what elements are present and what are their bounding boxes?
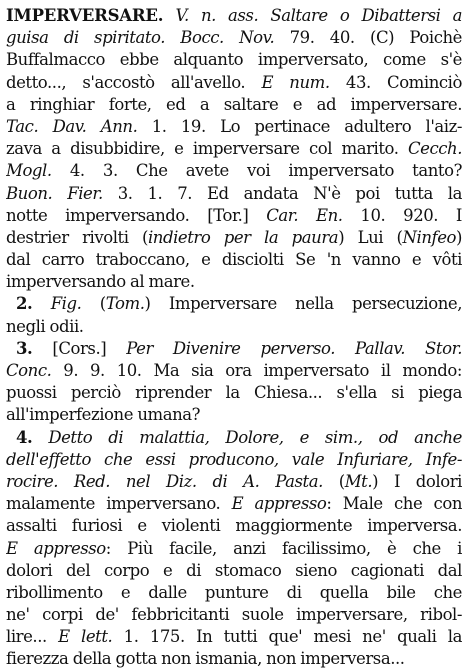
italic-segment: Mogl. — [6, 161, 52, 181]
text-segment: ) Imperversare nella persecuzione, — [144, 294, 462, 314]
text-segment: notte imperversando. [Tor.] — [6, 205, 267, 225]
entry-line — [6, 382, 462, 404]
italic-segment: dell'effetto che essi producono, vale Infuriare, Infe- — [6, 449, 462, 469]
sense-number: 4. — [16, 427, 33, 447]
sense-number: 3. — [16, 338, 33, 358]
text-segment: 79. 40. (C) Poichè — [274, 28, 462, 48]
text-segment: 4. 3. Che avete voi imperversato tanto? — [51, 161, 462, 181]
text-segment: puossi perciò riprender la Chiesa... s'ella si piega — [6, 383, 462, 403]
entry-line — [6, 5, 462, 27]
italic-segment: E appresso — [231, 494, 327, 514]
italic-segment: E lett. — [58, 627, 113, 647]
sense-number: 2. — [16, 294, 33, 314]
italic-segment: Mt. — [344, 471, 373, 491]
text-segment: all'imperfezione umana? — [6, 405, 201, 425]
text-segment: Buffalmacco ebbe alquanto imperversato, come s'è — [6, 50, 462, 70]
entry-line — [6, 94, 462, 116]
text-segment: fierezza della gotta non ismania, non imperversa... — [6, 649, 405, 669]
italic-segment: E num. — [261, 72, 330, 92]
text-segment: destrier rivolti ( — [6, 227, 148, 247]
italic-segment: V. n. ass. Saltare o Dibattersi a — [163, 6, 462, 25]
text-segment: [Cors.] — [32, 338, 127, 358]
entry-line — [6, 338, 462, 360]
italic-segment: Tac. Dav. Ann. — [6, 116, 138, 136]
text-segment: malamente imperversano. — [6, 494, 232, 514]
text-segment: 1. 19. Lo pertinace adultero l'aiz- — [137, 116, 462, 136]
entry-line — [6, 427, 462, 449]
text-segment: zava a disubbidire, e imperversare col marito. — [6, 139, 408, 159]
italic-segment: indietro per la paura — [147, 227, 339, 247]
italic-segment: Cecch. — [407, 139, 462, 159]
italic-segment: Tom. — [105, 294, 145, 314]
entry-line — [6, 316, 462, 338]
italic-segment: Fig. — [50, 294, 82, 314]
entry-line — [6, 271, 462, 293]
text-segment: ne' corpi de' febbricitanti suole imperversare, ribol- — [6, 605, 462, 625]
entry-line — [6, 626, 462, 648]
text-segment: ( — [81, 294, 106, 314]
entry-line — [6, 449, 462, 471]
entry-line — [6, 560, 462, 582]
text-segment: negli odii. — [6, 316, 84, 336]
entry-line — [6, 183, 462, 205]
text-segment: 1. 175. In tutti que' mesi ne' quali la — [112, 627, 462, 647]
italic-segment: Detto di malattia, Dolore, e sim., od anche — [32, 427, 462, 447]
entry-line — [6, 293, 462, 315]
entry-line — [6, 493, 462, 515]
text-segment: ribollimento e dalle punture di quella bile che — [6, 582, 462, 602]
entry-line — [6, 360, 462, 382]
italic-segment: Per Divenire perverso. Pallav. Stor. — [126, 338, 462, 358]
italic-segment: Conc. — [6, 361, 52, 380]
text-segment: imperversando al mare. — [6, 272, 195, 292]
italic-segment: Buon. Fier. — [6, 183, 103, 203]
entry-line — [6, 515, 462, 537]
entry-line — [6, 604, 462, 626]
entry-line — [6, 471, 462, 493]
text-segment: 10. 920. I — [342, 205, 462, 225]
entry-line — [6, 160, 462, 182]
text-segment: 9. 9. 10. Ma sia ora imperversato il mondo: — [51, 361, 462, 380]
text-segment: a ringhiar forte, ed a saltare e ad imperversare. — [6, 94, 462, 114]
text-segment: lire... — [6, 627, 59, 647]
text-segment: ) — [456, 227, 462, 247]
text-segment: dal carro traboccano, e disciolti Se 'n vanno e vôti — [6, 250, 462, 270]
entry-line — [6, 648, 462, 670]
text-segment: : Male che con — [326, 494, 462, 514]
entry-line — [6, 116, 462, 138]
text-segment: detto..., s'accostò all'avello. — [6, 72, 262, 92]
italic-segment: Ninfeo — [402, 227, 456, 247]
italic-segment: E appresso — [6, 538, 106, 558]
entry-line — [6, 227, 462, 249]
text-segment: 43. Cominciò — [329, 72, 462, 92]
text-segment: : Più facile, anzi facilissimo, è che i — [105, 538, 462, 558]
entry-line — [6, 582, 462, 604]
entry-line — [6, 72, 462, 94]
italic-segment: rocire. Red. nel Diz. di A. Pasta. — [6, 471, 323, 491]
text-segment: ) I dolori — [372, 471, 462, 491]
italic-segment: guisa di spiritato. Bocc. Nov. — [6, 28, 275, 48]
headword: IMPERVERSARE. — [6, 6, 164, 25]
text-segment: dolori del corpo e di stomaco sieno cagionati dal — [6, 560, 462, 580]
italic-segment: Car. En. — [266, 205, 343, 225]
entry-line — [6, 205, 462, 227]
text-segment — [32, 294, 50, 313]
entry-line — [6, 27, 462, 49]
entry-line — [6, 404, 462, 426]
entry-line — [6, 249, 462, 271]
text-segment: ( — [322, 471, 345, 491]
entry-line — [6, 49, 462, 71]
entry-line — [6, 138, 462, 160]
text-segment: assalti furiosi e violenti maggiormente imperversa. — [6, 516, 462, 536]
text-segment: ) Lui ( — [338, 227, 403, 247]
text-segment: 3. 1. 7. Ed andata N'è poi tutta la — [102, 183, 462, 203]
entry-line — [6, 538, 462, 560]
